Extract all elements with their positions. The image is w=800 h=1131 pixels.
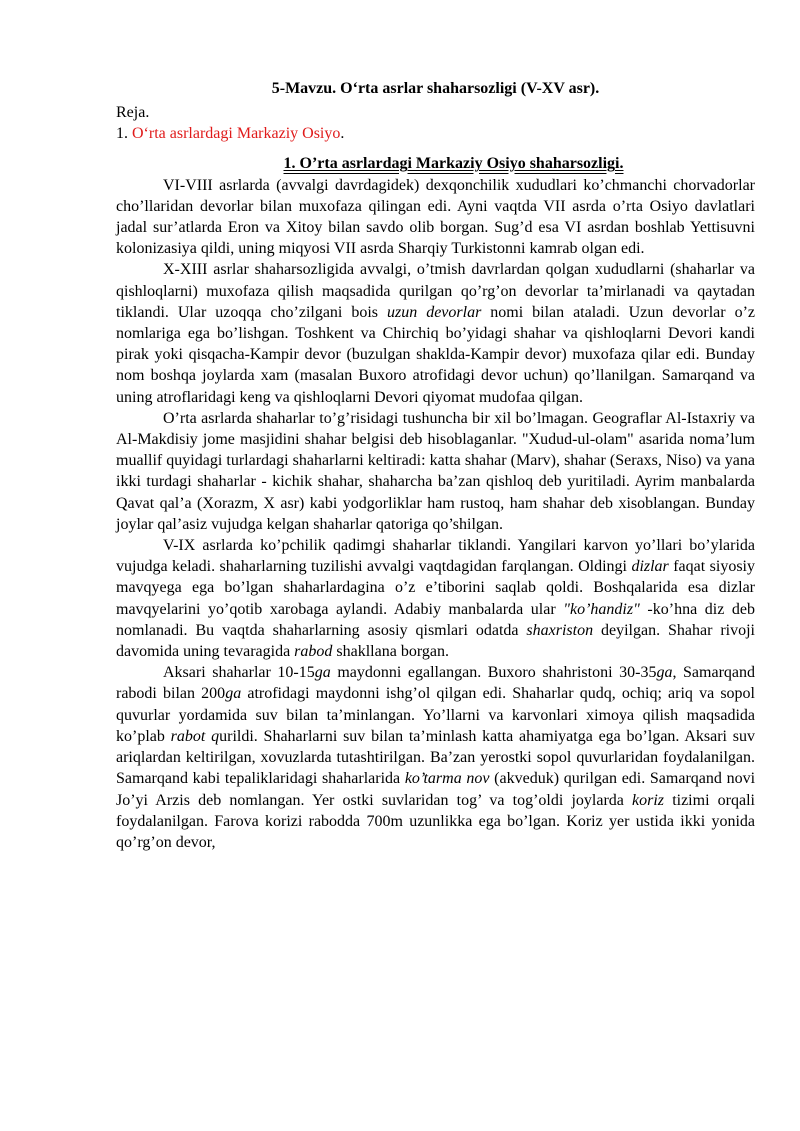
document-page [116,72,755,853]
paragraph-4-italic-1: dizlar [631,558,669,576]
plan-item [116,123,755,144]
paragraph-4-text-c: -ko’hna diz deb nomlanadi. Bu vaqtda shaharlarning asosiy qismlari odatda [116,600,756,639]
paragraph-3: O’rta asrlarda shaharlar to’g’risidagi tushuncha bir xil bo’lmagan. Geograflar Al-Istaxriy va Al-Makdisiy jome masjidini shahar belgisi deb hisoblaganlar. "Xudud-ul-olam" asarida noma’lum muallif quyidagi turlardagi shaharlarni keltiradi: katta shahar (Marv), shahar (Seraxs, Niso) va yana ikki turdagi shaharlar - kichik shahar, shaharcha ba’zan qishloq deb yuritiladi. Ayrim manbalarda Qavat qal’a (Xorazm, X asr) kabi yodgorliklar ham rustoq, ham shahar deb xisoblangan. Bunday joylar qal’asiz vujudga kelgan shaharlar qatoriga qo’shilgan. [116,409,755,533]
paragraph-5-italic-4: rabot q [170,727,220,745]
paragraph-5-italic-3: ga [225,685,242,703]
paragraph-5-italic-6: koriz [632,791,665,809]
paragraph-5-italic-1: ga [314,664,331,682]
paragraph-4-text-d: deyilgan. Shahar rivoji davomida uning tevaragida [116,621,755,661]
paragraph-4-italic-4: rabod [294,643,333,661]
plan-item-link[interactable]: O‘rta asrlardagi Markaziy Osiyo [132,125,341,143]
paragraph-4-text-a: V-IX asrlarda ko’pchilik qadimgi shaharlar tiklandi. Yangilari karvon yo’llari bo’ylarida vujudga keladi. shaharlarning tuzilishi avvalgi vaqtdagidan farqlangan. Oldingi [116,537,755,576]
paragraph-5-text-b: maydonni egallangan. Buxoro shahristoni 30-35 [330,664,657,682]
paragraph-4 [116,535,755,662]
paragraph-5-text-d: atrofidagi maydonni ishg’ol qilgan edi. Shaharlar qudq, ochiq; ariq va sopol quvurlar yordamida suv bilan ta’minlangan. Yo’llarni va karvonlari ximoya qilish maqsadida ko’plab [116,685,755,745]
paragraph-4-text-b: faqat siyosiy mavqyega ega bo’lgan shaharlardagina o’z e’tiborini saqlab qoldi. Boshqalarida esa dizlar mavqyelarini yo’qotib xarobaga aylandi. Adabiy manbalarda ular [116,558,755,618]
paragraph-5-italic-2: ga [656,664,673,682]
section-heading: 1. O’rta asrlardagi Markaziy Osiyo shaharsozligi. [283,155,624,173]
paragraph-2-text-a: X-XIII asrlar shaharsozligida avvalgi, o’tmish davrlardan qolgan xududlarni (shaharlar va qishloqlarni) muxofaza qilish maqsadida qurilgan qo’rg’on devorlar ta’mirlanadi va qaytadan tiklandi. Ular uzoqqa cho’zilgani bois [116,261,755,321]
paragraph-4-italic-3: shaxriston [526,621,594,639]
paragraph-5-text-e: urildi. Shaharlarni suv bilan ta’minlash katta ahamiyatga ega bo’lgan. Aksari suv ariqlardan keltirilgan, xovuzlarda tutashtirilgan. Ba’zan yerostki sopol quvurlaridan foydalanilgan. Samarqand kabi tepaliklaridagi shaharlarida [116,727,755,788]
paragraph-1: VI-VIII asrlarda (avvalgi davrdagidek) dexqonchilik xududlari ko’chmanchi chorvadorlar cho’llaridan devorlar bilan muxofaza qilingan edi. Ayni vaqtda VII asrda o’rta Osiyo davlatlari jadal sur’atlarda Eron va Xitoy bilan savdo olib borgan. Sug’d esa VI asrdan boshlab Yettisuvni kolonizasiya qildi, uning miqyosi VII asrda Sharqiy Turkistonni kamrab olgan edi. [116,176,755,258]
paragraph-4-text-e: shakllana borgan. [332,643,449,661]
paragraph-5-italic-5: ko’tarma nov [404,770,490,788]
plan-item-tail: . [340,125,345,143]
paragraph-2-text-b: nomi bilan ataladi. Uzun devorlar o’z nomlariga ega bo’lishgan. Toshkent va Chirchiq bo’yidagi shahar va qishloqlarni Devori kandi pirak yoki qisqacha-Kampir devor (buzulgan shaklda-Kampir devor) muxofaza qilar edi. Bunday nom boshqa joylarda xam (masalan Buxoro atrofidagi devor uchun) qo’llanilgan. Samarqand va uning atroflaridagi keng va qishloqlarni Devori qiyomat mudofaa qilgan. [116,303,756,406]
paragraph-5 [116,662,755,853]
paragraph-5-text-a: Aksari shaharlar 10-15 [163,664,315,682]
paragraph-4-italic-2: "ko’handiz" [563,600,640,618]
paragraph-5-text-g: tizimi orqali foydalanilgan. Farova korizi rabodda 700m uzunlikka ega bo’lgan. Koriz yer ustida ikki yonida qo’rg’on devor, [116,791,755,851]
plan-label: Reja. [116,104,150,121]
document-title: 5-Mavzu. O‘rta asrlar shaharsozligi (V-XV asr). [271,80,600,97]
paragraph-5-text-f: (akveduk) qurilgan edi. Samarqand novi Jo’yi Arzis deb nomlangan. Yer ostki suvlaridan tog’ va tog’oldi joylarda [116,770,756,809]
plan-item-number: 1. [116,125,132,143]
paragraph-2-italic: uzun devorlar [387,303,482,321]
paragraph-5-text-c: , Samarqand rabodi bilan 200 [116,664,755,703]
paragraph-2 [116,259,755,407]
